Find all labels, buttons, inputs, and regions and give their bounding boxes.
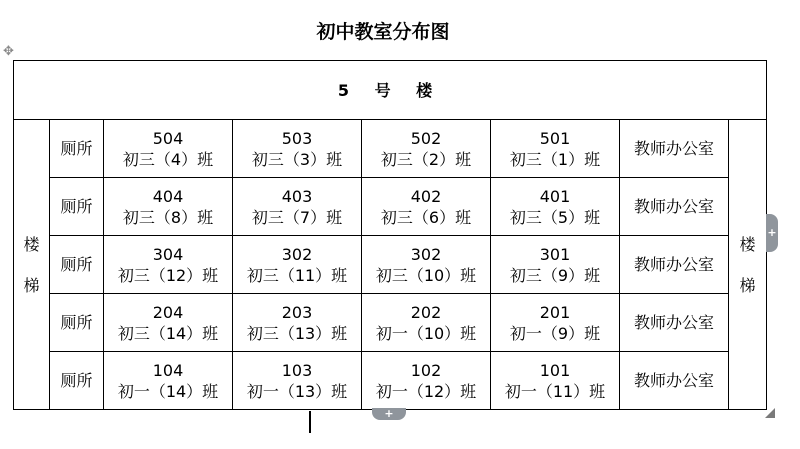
class-name: 初三（11）班 <box>246 265 348 285</box>
floor-row <box>14 120 767 178</box>
classroom-cell[interactable] <box>491 294 620 352</box>
teacher-office-cell[interactable]: 教师办公室 <box>620 294 729 352</box>
classroom-cell[interactable] <box>233 178 362 236</box>
floor-row <box>14 236 767 294</box>
building-header-row <box>14 61 767 120</box>
room-number: 501 <box>539 128 571 148</box>
classroom-cell[interactable] <box>233 120 362 178</box>
room-number: 102 <box>410 360 442 380</box>
room-number: 502 <box>410 128 442 148</box>
table-resize-icon[interactable] <box>765 408 775 418</box>
floor-row <box>14 294 767 352</box>
building-name[interactable]: 5 号 楼 <box>14 61 767 120</box>
floor-row <box>14 178 767 236</box>
classroom-cell[interactable] <box>491 352 620 410</box>
teacher-office-cell[interactable]: 教师办公室 <box>620 352 729 410</box>
right-stairs-cell[interactable] <box>729 120 767 410</box>
room-number: 201 <box>539 302 571 322</box>
teacher-office-cell[interactable]: 教师办公室 <box>620 178 729 236</box>
class-name: 初三（10）班 <box>375 265 477 285</box>
room-number: 503 <box>281 128 313 148</box>
classroom-table[interactable] <box>13 60 767 410</box>
class-name: 初一（14）班 <box>117 381 219 401</box>
classroom-cell[interactable] <box>104 178 233 236</box>
class-name: 初一（9）班 <box>509 323 601 343</box>
classroom-cell[interactable] <box>491 178 620 236</box>
room-number: 504 <box>152 128 184 148</box>
table-move-handle-icon[interactable]: ✥ <box>3 44 14 59</box>
room-number: 101 <box>539 360 571 380</box>
teacher-office-cell[interactable]: 教师办公室 <box>620 236 729 294</box>
class-name: 初一（10）班 <box>375 323 477 343</box>
text-cursor <box>309 411 311 433</box>
add-row-button[interactable]: + <box>372 408 406 420</box>
restroom-cell[interactable]: 厕所 <box>50 178 104 236</box>
stairs-label-char: 楼 <box>739 234 756 254</box>
class-name: 初三（12）班 <box>117 265 219 285</box>
class-name: 初三（6）班 <box>380 207 472 227</box>
room-number: 202 <box>410 302 442 322</box>
left-stairs-cell[interactable] <box>14 120 50 410</box>
classroom-cell[interactable] <box>362 294 491 352</box>
document-title: 初中教室分布图 <box>316 21 450 43</box>
class-name: 初三（4）班 <box>122 149 214 169</box>
class-name: 初三（14）班 <box>117 323 219 343</box>
classroom-cell[interactable] <box>233 352 362 410</box>
room-number: 204 <box>152 302 184 322</box>
teacher-office-cell[interactable]: 教师办公室 <box>620 120 729 178</box>
room-number: 104 <box>152 360 184 380</box>
class-name: 初一（13）班 <box>246 381 348 401</box>
classroom-cell[interactable] <box>233 294 362 352</box>
classroom-cell[interactable] <box>362 120 491 178</box>
class-name: 初三（9）班 <box>509 265 601 285</box>
class-name: 初三（1）班 <box>509 149 601 169</box>
classroom-cell[interactable] <box>362 236 491 294</box>
room-number: 401 <box>539 186 571 206</box>
room-number: 103 <box>281 360 313 380</box>
class-name: 初三（2）班 <box>380 149 472 169</box>
restroom-cell[interactable]: 厕所 <box>50 236 104 294</box>
room-number: 302 <box>281 244 313 264</box>
room-number: 402 <box>410 186 442 206</box>
classroom-cell[interactable] <box>104 294 233 352</box>
classroom-cell[interactable] <box>104 120 233 178</box>
classroom-cell[interactable] <box>362 352 491 410</box>
classroom-cell[interactable] <box>491 236 620 294</box>
room-number: 301 <box>539 244 571 264</box>
classroom-cell[interactable] <box>362 178 491 236</box>
room-number: 404 <box>152 186 184 206</box>
add-column-button[interactable]: + <box>766 214 778 252</box>
stairs-label-char: 梯 <box>739 275 756 295</box>
room-number: 304 <box>152 244 184 264</box>
room-number: 302 <box>410 244 442 264</box>
classroom-cell[interactable] <box>104 352 233 410</box>
classroom-cell[interactable] <box>491 120 620 178</box>
class-name: 初三（5）班 <box>509 207 601 227</box>
stairs-label-char: 楼 <box>23 234 40 254</box>
class-name: 初三（7）班 <box>251 207 343 227</box>
restroom-cell[interactable]: 厕所 <box>50 294 104 352</box>
classroom-cell[interactable] <box>104 236 233 294</box>
restroom-cell[interactable]: 厕所 <box>50 120 104 178</box>
class-name: 初一（12）班 <box>375 381 477 401</box>
room-number: 403 <box>281 186 313 206</box>
restroom-cell[interactable]: 厕所 <box>50 352 104 410</box>
class-name: 初三（8）班 <box>122 207 214 227</box>
class-name: 初三（13）班 <box>246 323 348 343</box>
class-name: 初三（3）班 <box>251 149 343 169</box>
class-name: 初一（11）班 <box>504 381 606 401</box>
room-number: 203 <box>281 302 313 322</box>
classroom-cell[interactable] <box>233 236 362 294</box>
stairs-label-char: 梯 <box>23 275 40 295</box>
floor-row <box>14 352 767 410</box>
